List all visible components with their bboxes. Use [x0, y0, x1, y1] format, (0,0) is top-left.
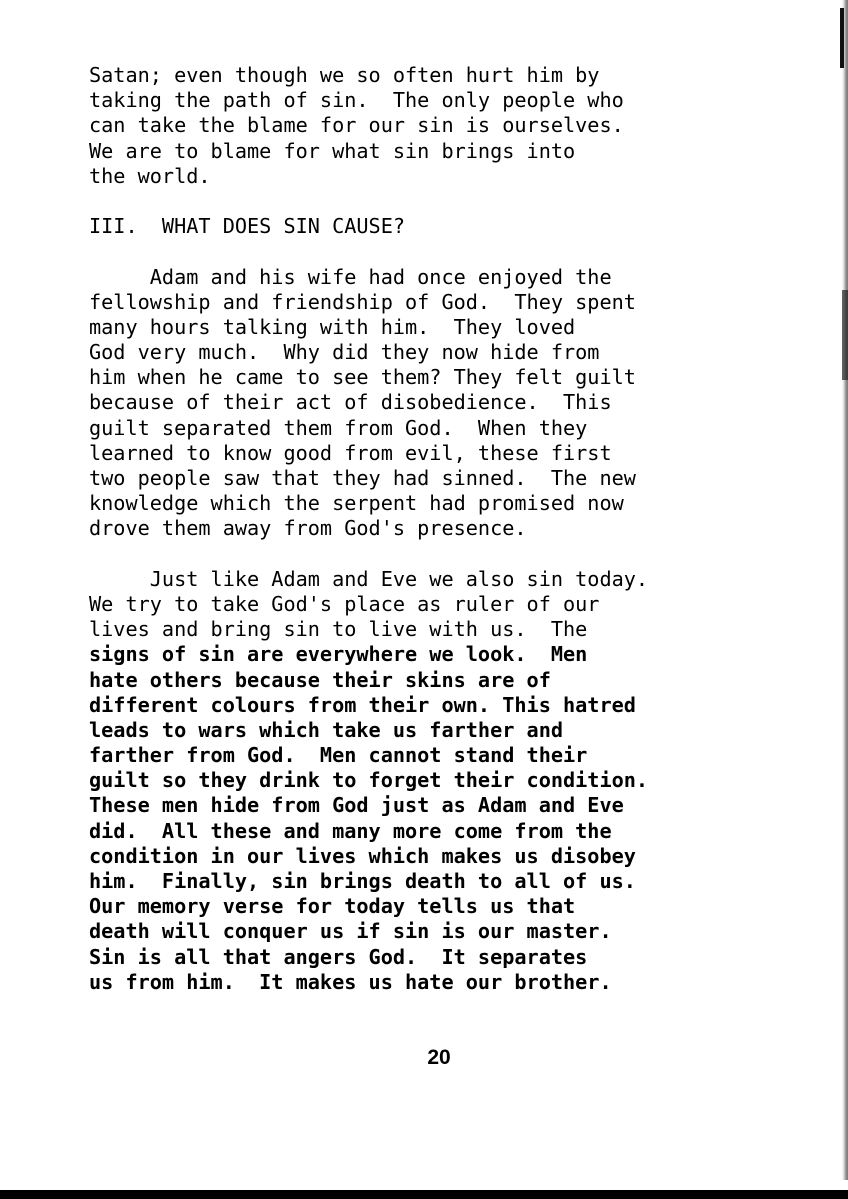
text-line: two people saw that they had sinned. The new — [89, 466, 636, 490]
text-line: Sin is all that angers God. It separates — [89, 944, 588, 969]
blank-line — [89, 189, 819, 214]
text-line: God very much. Why did they now hide from — [89, 340, 600, 365]
text-line: him. Finally, sin brings death to all of us. — [89, 869, 636, 893]
text-line: fellowship and friendship of God. They spent — [89, 289, 636, 314]
text-line: knowledge which the serpent had promised now — [89, 491, 624, 516]
text-line: guilt so they drink to forget their condition. — [89, 768, 649, 793]
text-line: because of their act of disobedience. This — [89, 390, 612, 415]
page-number: 20 — [427, 1046, 451, 1069]
scan-edge-right — [842, 0, 848, 1180]
blank-line — [89, 239, 819, 264]
text-line: drove them away from God's presence. — [89, 516, 527, 541]
text-line: signs of sin are everywhere we look. Men — [89, 642, 588, 667]
text-line: Our memory verse for today tells us that — [89, 894, 576, 919]
text-line: lives and bring sin to live with us. The — [89, 617, 588, 642]
text-line: We try to take God's place as ruler of our — [89, 591, 600, 616]
text-line: Just like Adam and Eve we also sin today. — [89, 566, 649, 591]
text-line: did. All these and many more come from the — [89, 818, 612, 843]
text-line: We are to blame for what sin brings into — [89, 138, 576, 163]
text-line: These men hide from God just as Adam and Eve — [89, 793, 624, 818]
section-heading: III. WHAT DOES SIN CAUSE? — [89, 214, 406, 239]
text-line: taking the path of sin. The only people who — [89, 88, 624, 113]
body-text — [89, 63, 819, 995]
text-line: us from him. It makes us hate our brother. — [89, 969, 612, 994]
text-line: Adam and his wife had once enjoyed the — [89, 264, 612, 289]
text-line: many hours talking with him. They loved — [89, 314, 576, 339]
text-line: different colours from their own. This hatred — [89, 692, 636, 717]
text-line: condition in our lives which makes us disobey — [89, 843, 636, 868]
text-line: guilt separated them from God. When they — [89, 415, 588, 440]
text-line: can take the blame for our sin is ourselves. — [89, 113, 624, 138]
text-line: leads to wars which take us farther and — [89, 717, 564, 742]
scan-edge-bottom — [0, 1190, 848, 1199]
text-line: the world. — [89, 163, 211, 188]
text-line: farther from God. Men cannot stand their — [89, 743, 588, 768]
text-line: Satan; even though we so often hurt him by — [89, 63, 600, 87]
blank-line — [89, 542, 819, 567]
text-line: death will conquer us if sin is our master. — [89, 919, 612, 944]
text-line: learned to know good from evil, these first — [89, 440, 612, 465]
text-line: hate others because their skins are of — [89, 667, 551, 692]
scan-edge-mark-middle — [842, 290, 848, 380]
scan-edge-mark-top — [840, 8, 844, 68]
text-line: him when he came to see them? They felt guilt — [89, 365, 636, 390]
